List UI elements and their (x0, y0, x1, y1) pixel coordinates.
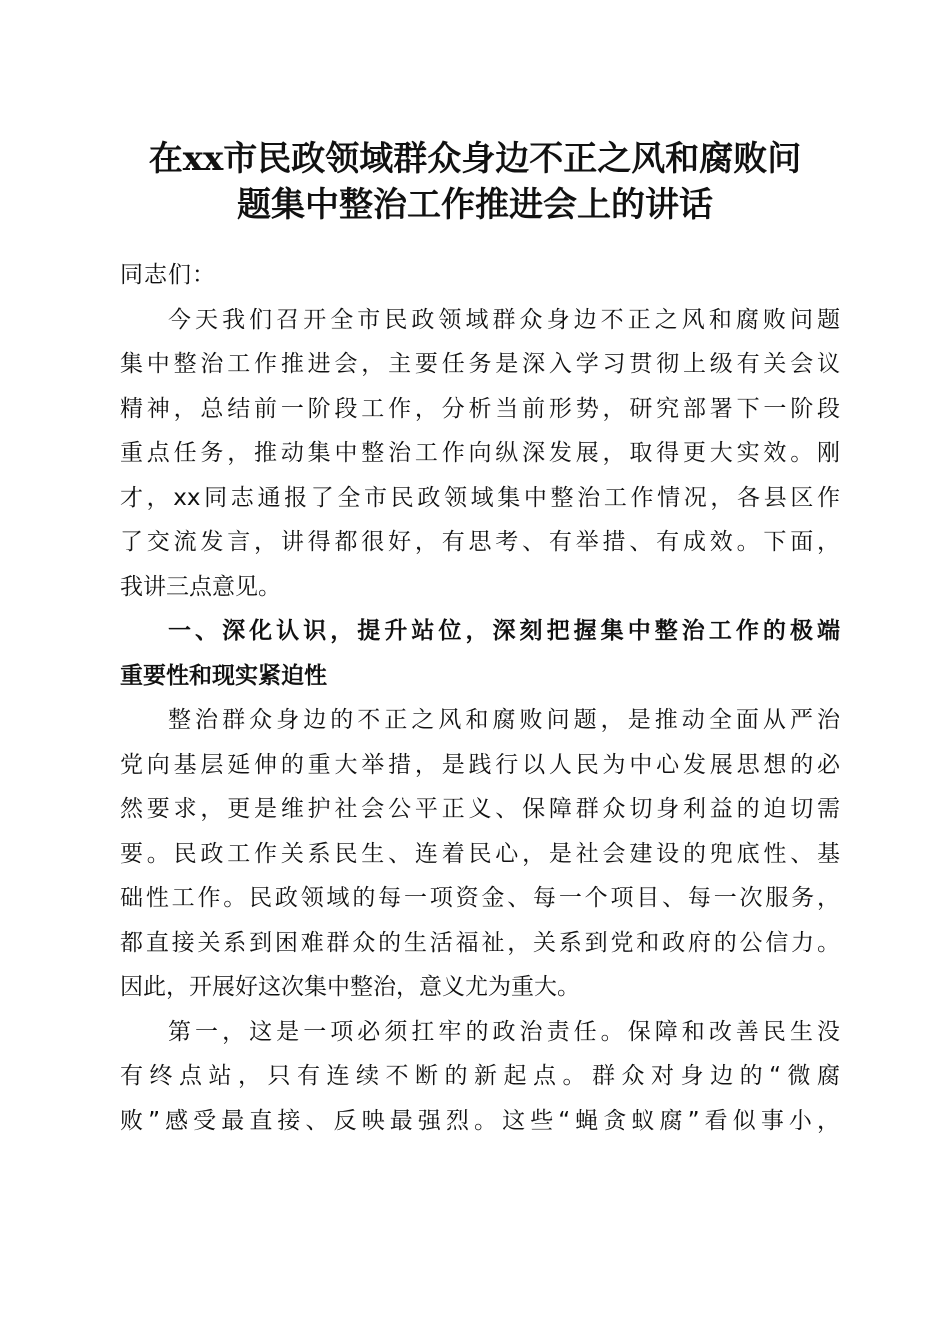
paragraph-point-1 (120, 1010, 840, 1144)
paragraph-line: 第一，这是一项必须扛牢的政治责任。保障和改善民生没 (168, 1018, 840, 1045)
document-body (120, 253, 840, 1143)
paragraph-line: 集中整治工作推进会，主要任务是深入学习贯彻上级有关会议 (120, 351, 840, 377)
paragraph-line: 今天我们召开全市民政领域群众身边不正之风和腐败问题 (168, 306, 840, 333)
paragraph-line: 重点任务，推动集中整治工作向纵深发展，取得更大实效。刚 (120, 440, 840, 466)
paragraph-line: 了交流发言，讲得都很好，有思考、有举措、有成效。下面， (120, 529, 840, 555)
paragraph-line: 才，xx同志通报了全市民政领域集中整治工作情况，各县区作 (120, 484, 840, 511)
paragraph-line: 败”感受最直接、反映最强烈。这些“蝇贪蚁腐”看似事小， (120, 1107, 840, 1134)
paragraph-line: 因此，开展好这次集中整治，意义尤为重大。 (120, 974, 580, 1000)
paragraph-line: 精神，总结前一阶段工作，分析当前形势，研究部署下一阶段 (120, 395, 840, 422)
title-line-1: 在xx市民政领域群众身边不正之风和腐败问 (148, 139, 802, 179)
paragraph-line: 要。民政工作关系民生、连着民心，是社会建设的兜底性、基 (120, 840, 840, 867)
document-title (100, 136, 850, 228)
paragraph-opening (120, 298, 840, 610)
paragraph-line: 然要求，更是维护社会公平正义、保障群众切身利益的迫切需 (120, 796, 840, 822)
heading-line: 一、深化认识，提升站位，深刻把握集中整治工作的极端 (168, 618, 840, 644)
paragraph-line: 整治群众身边的不正之风和腐败问题，是推动全面从严治 (168, 707, 840, 733)
paragraph-line: 党向基层延伸的重大举措，是践行以人民为中心发展思想的必 (120, 751, 840, 778)
paragraph-line: 有终点站，只有连续不断的新起点。群众对身边的“微腐 (120, 1063, 840, 1089)
heading-line: 重要性和现实紧迫性 (120, 662, 327, 689)
paragraph-line: 我讲三点意见。 (120, 573, 281, 600)
paragraph-section-1-intro (120, 698, 840, 1010)
title-line-2: 题集中整治工作推进会上的讲话 (237, 185, 713, 225)
salutation: 同志们： (120, 262, 216, 288)
paragraph-line: 础性工作。民政领域的每一项资金、每一个项目、每一次服务， (120, 885, 840, 911)
section-heading-1 (120, 609, 840, 698)
paragraph-line: 都直接关系到困难群众的生活福祉，关系到党和政府的公信力。 (120, 929, 840, 956)
